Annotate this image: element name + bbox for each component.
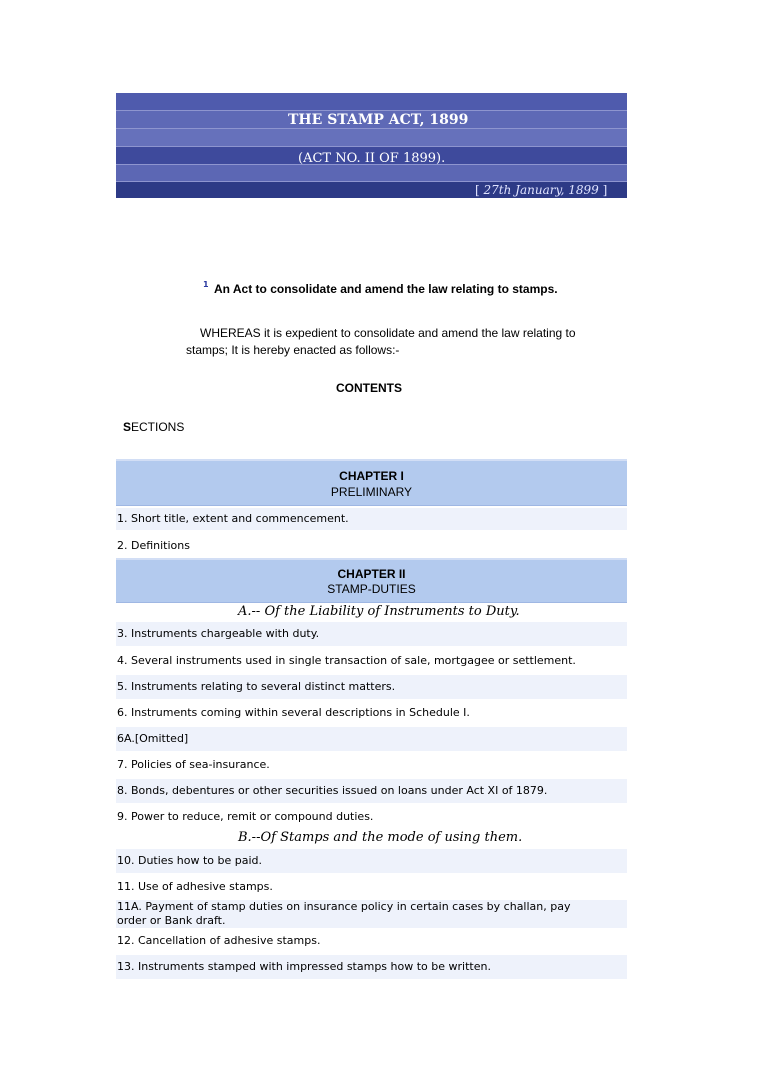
toc-item[interactable]: 13. Instruments stamped with impressed stamps how to be written.: [116, 955, 627, 979]
sections-initial: S: [123, 420, 132, 434]
subheading-a: A.-- Of the Liability of Instruments to Duty.: [238, 604, 520, 619]
toc-item[interactable]: 8. Bonds, debentures or other securities issued on loans under Act XI of 1879.: [116, 779, 627, 803]
date-close-bracket: ]: [602, 183, 608, 197]
contents-heading: CONTENTS: [336, 381, 402, 395]
act-date: [475, 183, 607, 197]
toc-item[interactable]: 9. Power to reduce, remit or compound duties.: [117, 810, 374, 823]
toc-item[interactable]: 6A.[Omitted]: [116, 727, 627, 751]
toc-item[interactable]: 12. Cancellation of adhesive stamps.: [117, 934, 321, 947]
sections-rest: ECTIONS: [131, 420, 185, 434]
act-number: (ACT NO. II OF 1899).: [298, 151, 446, 166]
chapter-2-header: [116, 558, 627, 603]
whereas-line-1: WHEREAS it is expedient to consolidate and amend the law relating to: [200, 326, 576, 340]
date-open-bracket: [: [475, 183, 480, 197]
toc-item[interactable]: 3. Instruments chargeable with duty.: [116, 622, 627, 646]
chapter-2-name: STAMP-DUTIES: [327, 582, 416, 596]
banner-stripe: [116, 129, 627, 147]
chapter-2-number: CHAPTER II: [337, 567, 406, 581]
chapter-1-name: PRELIMINARY: [330, 485, 413, 499]
footnote-marker: 1: [203, 280, 209, 289]
date-text: 27th January, 1899: [483, 183, 599, 197]
toc-item[interactable]: 6. Instruments coming within several descriptions in Schedule I.: [117, 706, 470, 719]
sections-label: [123, 420, 184, 434]
chapter-1-number: CHAPTER I: [339, 469, 404, 483]
subheading-b: B.--Of Stamps and the mode of using them.: [238, 830, 523, 845]
whereas-line-2: stamps; It is hereby enacted as follows:-: [186, 343, 400, 357]
toc-item[interactable]: 11. Use of adhesive stamps.: [117, 880, 273, 893]
toc-item[interactable]: 7. Policies of sea-insurance.: [117, 758, 270, 771]
act-intro: An Act to consolidate and amend the law relating to stamps.: [214, 282, 558, 296]
toc-item[interactable]: 1. Short title, extent and commencement.: [116, 508, 627, 530]
toc-item-line: order or Bank draft.: [117, 914, 226, 927]
toc-item[interactable]: 2. Definitions: [117, 539, 190, 552]
toc-item[interactable]: 4. Several instruments used in single transaction of sale, mortgagee or settlement.: [117, 654, 576, 667]
act-title: THE STAMP ACT, 1899: [288, 112, 469, 128]
toc-item[interactable]: 5. Instruments relating to several distinct matters.: [116, 675, 627, 699]
toc-item[interactable]: 10. Duties how to be paid.: [116, 849, 627, 873]
toc-item-line: 11A. Payment of stamp duties on insurance policy in certain cases by challan, pay: [117, 900, 571, 913]
banner-stripe: [116, 93, 627, 111]
banner-stripe: [116, 165, 627, 182]
toc-item-multiline[interactable]: [116, 900, 627, 928]
chapter-1-header: [116, 459, 627, 506]
